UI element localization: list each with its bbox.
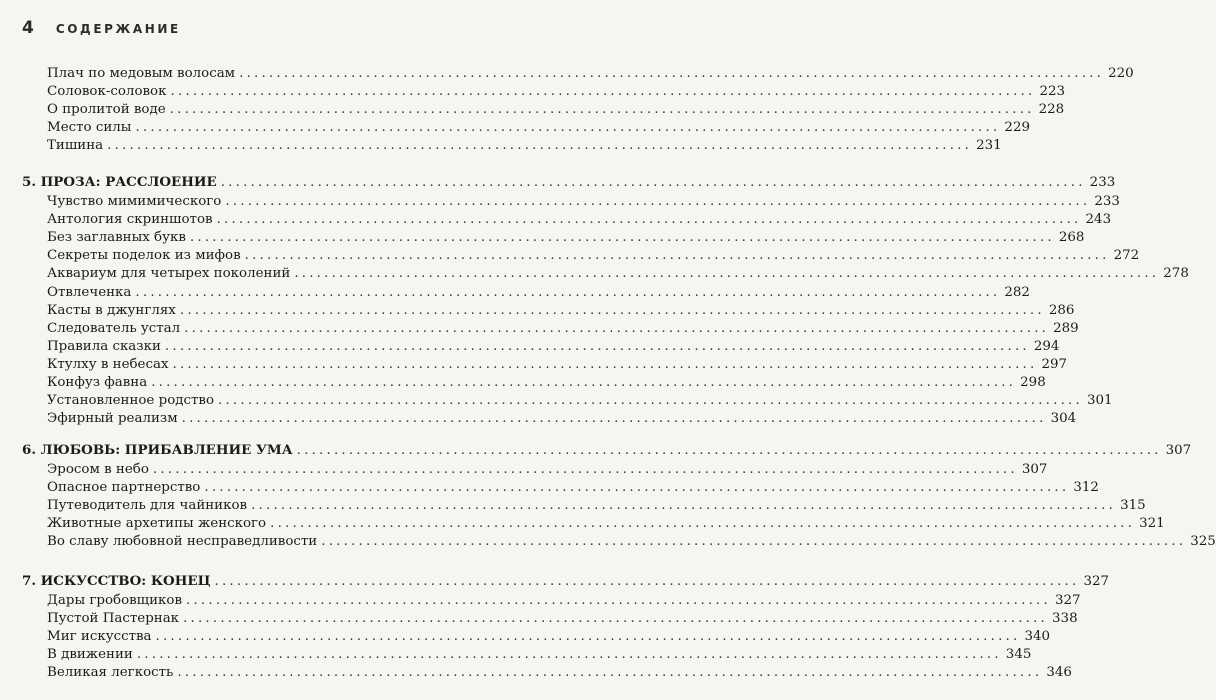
toc-entry-page-number: 340 — [1024, 629, 1051, 645]
toc-entry-title: Ктулху в небесах — [47, 356, 169, 372]
chapter-heading-title: 5. ПРОЗА: РАССЛОЕНИЕ — [22, 174, 217, 190]
dot-leader: .................................................................................................................... — [244, 248, 1110, 264]
page-number: 4 — [22, 18, 34, 38]
toc-entry-page-number: 286 — [1048, 302, 1075, 318]
dot-leader: .................................................................................................................... — [251, 498, 1117, 514]
toc-entry-page-number: 223 — [1039, 84, 1066, 100]
toc-entry — [47, 192, 1120, 211]
toc-entry — [47, 82, 1066, 101]
toc-entry-title: Установленное родство — [47, 393, 215, 409]
toc-entry-page-number: 289 — [1053, 320, 1079, 336]
dot-leader: .................................................................................................................... — [170, 84, 1036, 100]
toc-entry-page-number: 345 — [1005, 647, 1032, 663]
toc-entry-title: О пролитой воде — [47, 102, 166, 118]
toc-entry-page-number: 321 — [1139, 516, 1165, 532]
toc-entry-title: Дары гробовщиков — [47, 593, 183, 608]
toc-entry — [47, 478, 1099, 497]
toc-entry-title: Без заглавных букв — [47, 230, 186, 246]
toc-entry — [47, 337, 1060, 356]
toc-entry — [47, 136, 1002, 155]
dot-leader: .................................................................................................................... — [321, 534, 1187, 550]
toc-entry — [47, 627, 1051, 646]
toc-entry-title: Соловок-соловок — [47, 84, 167, 100]
chapter-heading — [22, 571, 1110, 591]
toc-entry-title: Касты в джунглях — [47, 302, 176, 318]
toc-entry-page-number: 231 — [976, 138, 1002, 154]
toc-entry-title: Миг искусства — [47, 629, 152, 645]
toc-entry-page-number: 268 — [1058, 230, 1085, 246]
chapter-heading-page-number: 327 — [1083, 574, 1110, 589]
dot-leader: .................................................................................................................... — [151, 375, 1017, 390]
toc-entry-page-number: 278 — [1163, 266, 1189, 282]
toc-entry-title: Эросом в небо — [47, 462, 149, 477]
toc-entry-page-number: 301 — [1086, 393, 1113, 409]
toc-entry — [47, 319, 1079, 338]
chapter-heading — [22, 172, 1116, 192]
toc-entry-title: Место силы — [47, 120, 132, 136]
toc-entry-page-number: 228 — [1038, 102, 1065, 118]
toc-entry-page-number: 346 — [1046, 665, 1072, 681]
toc-entry-page-number: 304 — [1050, 411, 1077, 427]
toc-entry — [47, 264, 1189, 283]
section-title: СОДЕРЖАНИЕ — [55, 22, 181, 36]
dot-leader: .................................................................................................................... — [189, 230, 1055, 246]
toc-entry — [47, 496, 1146, 515]
toc-entry — [47, 409, 1077, 428]
toc-entry-title: В движении — [47, 647, 133, 663]
toc-entry-page-number: 315 — [1120, 498, 1146, 514]
toc-entry — [47, 355, 1068, 374]
dot-leader: .................................................................................................................... — [172, 356, 1038, 372]
dot-leader: .................................................................................................................... — [135, 284, 1001, 300]
dot-leader: .................................................................................................................... — [183, 611, 1049, 627]
toc-entry-page-number: 282 — [1004, 284, 1030, 300]
toc-entry-page-number: 220 — [1108, 66, 1134, 81]
toc-entry — [47, 645, 1032, 664]
toc-entry — [47, 609, 1078, 628]
toc-entry — [47, 246, 1140, 265]
toc-entry — [47, 391, 1113, 410]
dot-leader: .................................................................................................................... — [184, 320, 1050, 336]
toc-entry — [47, 64, 1134, 83]
toc-entry-title: Великая легкость — [47, 665, 174, 681]
running-head — [22, 18, 181, 38]
dot-leader: .................................................................................................................... — [179, 302, 1045, 318]
toc-entry-title: Антология скриншотов — [47, 212, 213, 228]
toc-entry-title: Чувство мимимического — [47, 194, 222, 209]
dot-leader: .................................................................................................................... — [270, 516, 1136, 532]
toc-entry-title: Животные архетипы женского — [47, 516, 267, 532]
toc-entry-title: Отвлеченка — [47, 284, 132, 300]
toc-entry-title: Секреты поделок из мифов — [47, 248, 241, 264]
toc-entry-page-number: 294 — [1033, 338, 1060, 354]
toc-entry-title: Следователь устал — [47, 320, 181, 336]
toc-entry — [47, 591, 1081, 610]
toc-entry-title: Опасное партнерство — [47, 480, 201, 496]
dot-leader: .................................................................................................................... — [181, 411, 1047, 427]
toc-entry-title: Тишина — [47, 138, 104, 154]
toc-entry — [47, 663, 1072, 682]
dot-leader: .................................................................................................................... — [155, 629, 1021, 645]
dot-leader: .................................................................................................................... — [186, 593, 1051, 608]
toc-entry — [47, 118, 1030, 137]
toc-entry-page-number: 233 — [1094, 194, 1120, 209]
toc-entry-title: Во славу любовной несправедливости — [47, 534, 318, 550]
chapter-heading-page-number: 233 — [1089, 175, 1116, 190]
toc-entry-page-number: 272 — [1113, 248, 1140, 264]
dot-leader: .................................................................................................................... — [218, 393, 1083, 409]
dot-leader: .................................................................................................................... — [164, 338, 1030, 354]
toc-entry — [47, 283, 1030, 302]
toc-entry — [47, 228, 1085, 247]
toc-entry — [47, 301, 1075, 320]
toc-entry-title: Правила сказки — [47, 338, 161, 354]
dot-leader: .................................................................................................................... — [216, 212, 1082, 228]
chapter-heading-title: 6. ЛЮБОВЬ: ПРИБАВЛЕНИЕ УМА — [22, 442, 293, 458]
toc-entry-title: Плач по медовым волосам — [47, 66, 236, 81]
toc-entry-title: Эфирный реализм — [47, 411, 178, 427]
toc-entry — [47, 100, 1065, 119]
dot-leader: .................................................................................................................... — [220, 175, 1086, 190]
toc-entry-page-number: 325 — [1190, 534, 1216, 550]
chapter-heading — [22, 440, 1192, 460]
toc-entry-title: Пустой Пастернак — [47, 611, 180, 627]
dot-leader: .................................................................................................................... — [239, 66, 1105, 81]
dot-leader: .................................................................................................................... — [225, 194, 1091, 209]
toc-entry-page-number: 243 — [1085, 212, 1112, 228]
toc-entry-page-number: 338 — [1052, 611, 1078, 627]
toc-entry-title: Путеводитель для чайников — [47, 498, 248, 514]
dot-leader: .................................................................................................................... — [135, 120, 1001, 136]
dot-leader: .................................................................................................................... — [296, 443, 1162, 458]
toc-entry — [47, 373, 1046, 392]
toc-entry-page-number: 298 — [1020, 375, 1046, 390]
toc-entry-page-number: 312 — [1073, 480, 1099, 496]
toc-entry-page-number: 229 — [1004, 120, 1030, 136]
toc-entry-page-number: 297 — [1041, 356, 1068, 372]
toc-entry-page-number: 327 — [1054, 593, 1081, 608]
toc-entry-page-number: 307 — [1021, 462, 1048, 477]
chapter-heading-title: 7. ИСКУССТВО: КОНЕЦ — [22, 573, 211, 589]
dot-leader: .................................................................................................................... — [214, 574, 1080, 589]
dot-leader: .................................................................................................................... — [107, 138, 973, 154]
dot-leader: .................................................................................................................... — [177, 665, 1043, 681]
toc-entry — [47, 532, 1216, 551]
toc-entry — [47, 514, 1165, 533]
toc-entry-title: Аквариум для четырех поколений — [47, 266, 291, 282]
dot-leader: .................................................................................................................... — [136, 647, 1002, 663]
chapter-heading-page-number: 307 — [1165, 443, 1192, 458]
dot-leader: .................................................................................................................... — [204, 480, 1070, 496]
toc-entry-title: Конфуз фавна — [47, 375, 148, 390]
dot-leader: .................................................................................................................... — [169, 102, 1035, 118]
toc-entry — [47, 460, 1048, 479]
dot-leader: .................................................................................................................... — [152, 462, 1018, 477]
dot-leader: .................................................................................................................... — [294, 266, 1160, 282]
toc-entry — [47, 210, 1112, 229]
